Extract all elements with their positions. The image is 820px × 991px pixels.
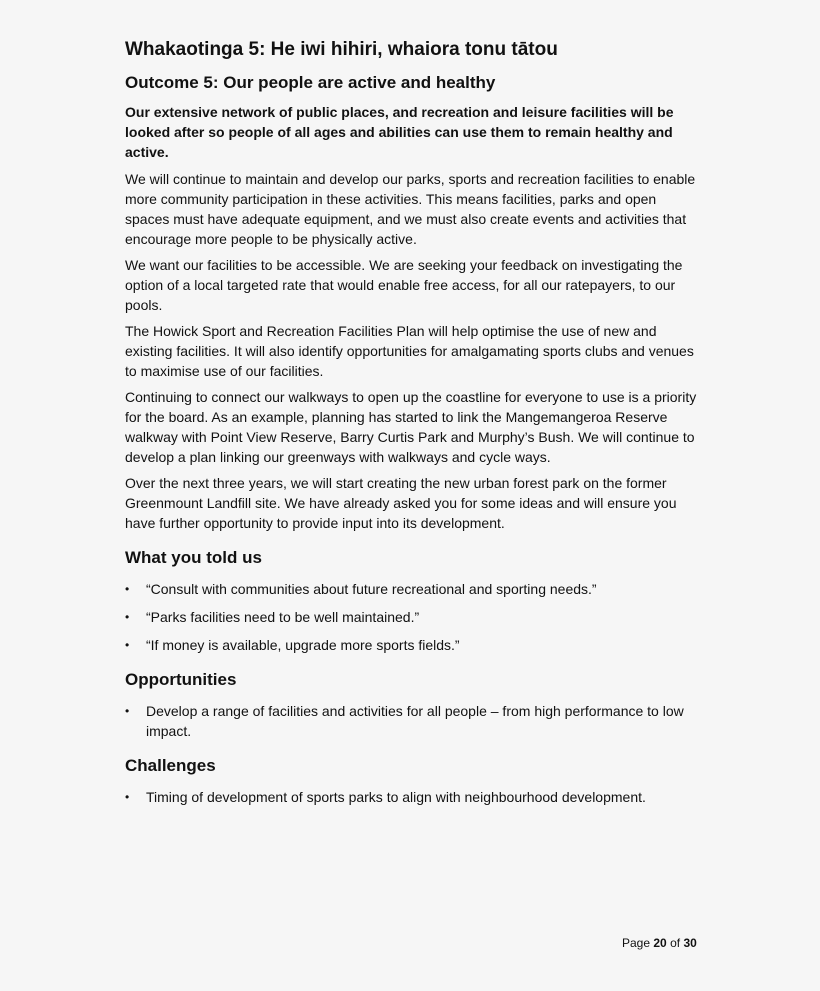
heading-opportunities: Opportunities (125, 670, 237, 689)
paragraph-walkways: Continuing to connect our walkways to open up the coastline for everyone to use is a priority for the board. As an example, planning has started to link the Mangemangeroa Reserve walkway with Point View Reserve, Barry Curtis Park and Murphy’s Bush. We will continue to develop a plan linking our greenways with walkways and cycle ways. (125, 389, 697, 465)
heading-what-you-told-us: What you told us (125, 548, 262, 567)
bullet-icon: • (125, 582, 130, 596)
paragraph-accessible: We want our facilities to be accessible. We are seeking your feedback on investigating the option of a local targeted rate that would enable free access, for all our ratepayers, to our pools. (125, 257, 683, 313)
heading-challenges: Challenges (125, 756, 216, 775)
paragraph-facilities-plan: The Howick Sport and Recreation Facilities Plan will help optimise the use of new and existing facilities. It will also identify opportunities for amalgamating sports clubs and venues to maximise use of our facilities. (125, 323, 694, 379)
lead-paragraph: Our extensive network of public places, and recreation and leisure facilities will be looked after so people of all ages and abilities can use them to remain healthy and active. (125, 104, 674, 160)
list-opportunities (125, 701, 700, 741)
bullet-icon: • (125, 638, 130, 652)
bullet-icon: • (125, 610, 130, 624)
list-item (125, 701, 700, 741)
bullet-icon: • (125, 704, 130, 718)
list-item-text: “If money is available, upgrade more sports fields.” (146, 637, 460, 653)
heading-maori: Whakaotinga 5: He iwi hihiri, whaiora tonu tātou (125, 39, 558, 60)
document-page (125, 38, 700, 815)
paragraph-forest-park: Over the next three years, we will start creating the new urban forest park on the former Greenmount Landfill site. We have already asked you for some ideas and will ensure you have further opportunity to provide input into its development. (125, 475, 677, 531)
list-item (125, 635, 700, 655)
bullet-icon: • (125, 790, 130, 804)
page-of-word: of (670, 936, 681, 950)
page-current: 20 (653, 936, 667, 950)
list-what-you-told-us (125, 579, 700, 655)
list-item (125, 787, 700, 807)
heading-outcome: Outcome 5: Our people are active and healthy (125, 73, 496, 92)
list-item-text: “Consult with communities about future recreational and sporting needs.” (146, 581, 597, 597)
paragraph-maintain-develop: We will continue to maintain and develop our parks, sports and recreation facilities to enable more community participation in these activities. This means facilities, parks and open spaces must have adequate equipment, and we must also create events and activities that encourage more people to be physically active. (125, 171, 696, 247)
page-number (622, 935, 697, 951)
list-challenges (125, 787, 700, 807)
list-item-text: “Parks facilities need to be well maintained.” (146, 609, 420, 625)
page-total: 30 (683, 936, 697, 950)
list-item-text: Timing of development of sports parks to align with neighbourhood development. (146, 789, 646, 805)
list-item (125, 579, 700, 599)
page-word: Page (622, 936, 651, 950)
list-item (125, 607, 700, 627)
list-item-text: Develop a range of facilities and activities for all people – from high performance to low impact. (146, 703, 684, 739)
